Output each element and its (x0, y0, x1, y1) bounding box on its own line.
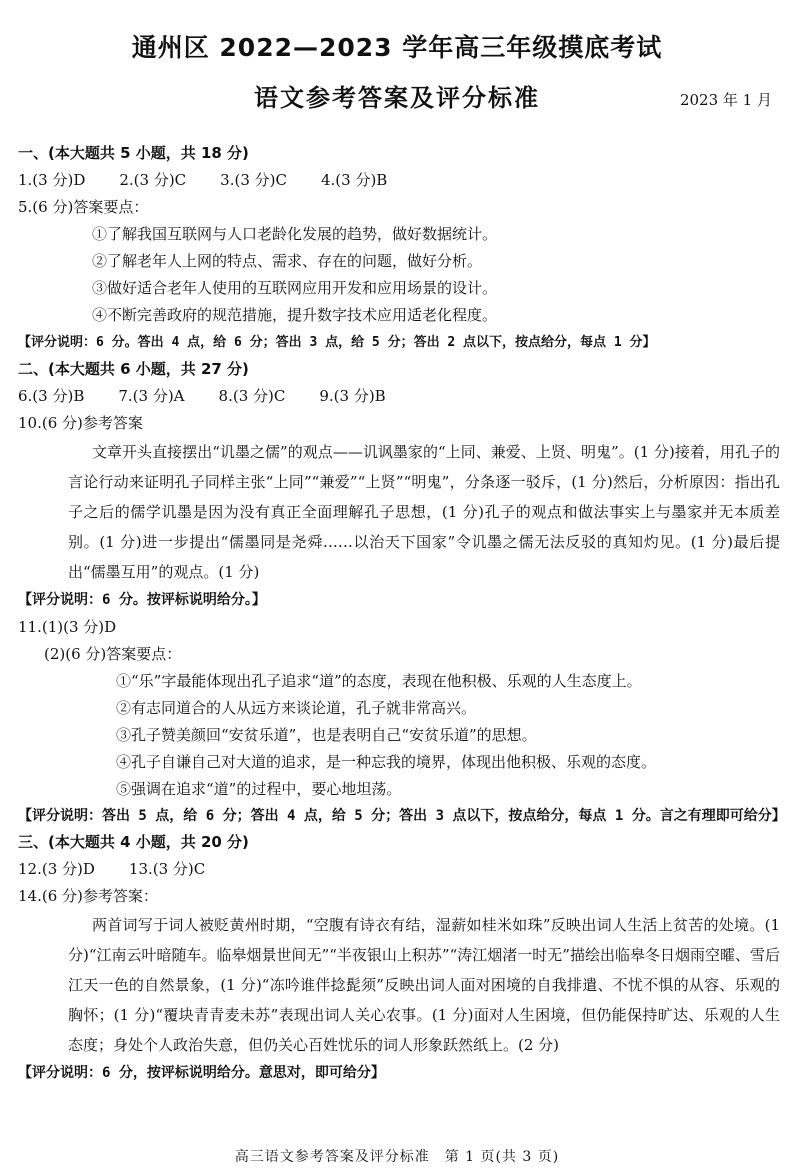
q5-point-3: ③做好适合老年人使用的互联网应用开发和应用场景的设计。 (92, 279, 498, 297)
exam-title: 通州区 2022—2023 学年高三年级摸底考试 (131, 33, 663, 62)
answer-q4: 4.(3 分)B (320, 171, 388, 189)
q11-point-4: ④孔子自谦自己对大道的追求，是一种忘我的境界，体现出他积极、乐观的态度。 (116, 753, 657, 771)
q11-scoring-note: 【评分说明：答出 5 点，给 6 分；答出 4 点，给 5 分；答出 3 点以下，按点给分，每点 1 分。言之有理即可给分】 (18, 808, 786, 824)
q11-point-1: ①“乐”字最能体现出孔子追求“道”的态度，表现在他积极、乐观的人生态度上。 (116, 672, 642, 690)
page-footer: 高三语文参考答案及评分标准 第 1 页(共 3 页) (234, 1149, 560, 1165)
answer-q2: 2.(3 分)C (119, 171, 187, 189)
q5-scoring-note: 【评分说明：6 分。答出 4 点，给 6 分；答出 3 点，给 5 分；答出 2 点以下，按点给分，每点 1 分】 (18, 335, 656, 350)
q5-point-1: ①了解我国互联网与人口老龄化发展的趋势，做好数据统计。 (92, 225, 498, 243)
q14-label: 14.(6 分)参考答案： (18, 887, 158, 905)
section3-heading: 三、(本大题共 4 小题，共 20 分) (18, 833, 249, 851)
section3-answers (18, 856, 780, 883)
answer-q8: 8.(3 分)C (218, 387, 286, 405)
answer-q12: 12.(3 分)D (18, 860, 95, 878)
q11-part2-label: (2)(6 分)答案要点： (44, 645, 182, 663)
answer-q3: 3.(3 分)C (220, 171, 287, 189)
answer-q9: 9.(3 分)B (319, 387, 386, 405)
q14-answer-paragraph: 两首词写于词人被贬黄州时期，“空腹有诗衣有结，湿薪如桂米如珠”反映出词人生活上贫苦的处境。(1 分)“江南云叶暗随车。临皋烟景世间无”“半夜银山上积苏”“涛江烟渚一时无”描绘出临皋冬日烟雨空曤、雪后江天一色的自然景象，(1 分)“冻吟谁伴捻髭须”反映出词人面对困境的自我排遣、不忧不惧的从容、乐观的胸怀；(1 分)“覆块青青麦未苏”表现出词人关心农事。(1 分)面对人生困境，但仍能保持旷达、乐观的人生态度；身处个人政治失意，但仍关心百姓忧乐的词人形象跃然纸上。(2 分) (68, 916, 780, 1054)
q5-label: 5.(6 分)答案要点： (18, 198, 149, 216)
q10-scoring-note: 【评分说明：6 分。按评标说明给分。】 (18, 592, 266, 608)
section1-heading: 一、(本大题共 5 小题，共 18 分) (18, 144, 249, 162)
answer-q13: 13.(3 分)C (128, 860, 206, 878)
document-date: 2023 年 1 月 (679, 91, 772, 109)
answer-q1: 1.(3 分)D (18, 171, 86, 189)
answer-q7: 7.(3 分)A (118, 387, 185, 405)
q11-point-3: ③孔子赞美颜回“安贫乐道”，也是表明自己“安贫乐道”的思想。 (116, 726, 537, 744)
q14-scoring-note: 【评分说明：6 分，按评标说明给分。意思对，即可给分】 (18, 1065, 385, 1081)
answer-content (18, 140, 786, 1087)
q5-point-2: ②了解老年人上网的特点、需求、存在的问题，做好分析。 (92, 252, 483, 270)
answer-q6: 6.(3 分)B (18, 387, 85, 405)
q5-point-4: ④不断完善政府的规范措施，提升数字技术应用适老化程度。 (92, 306, 498, 324)
section2-answers (18, 383, 780, 410)
document-subtitle: 语文参考答案及评分标准 (254, 84, 540, 112)
q11-part1: 11.(1)(3 分)D (18, 618, 117, 636)
section2-heading: 二、(本大题共 6 小题，共 27 分) (18, 360, 249, 378)
q10-label: 10.(6 分)参考答案 (18, 414, 143, 432)
q10-answer-paragraph: 文章开头直接摆出“讥墨之儒”的观点——讥讽墨家的“上同、兼爱、上贤、明鬼”。(1 分)接着，用孔子的言论行动来证明孔子同样主张“上同”“兼爱”“上贤”“明鬼”，分条逐一驳斥，(1 分)然后，分析原因：指出孔子之后的儒学讥墨是因为没有真正全面理解孔子思想，(1 分)孔子的观点和做法事实上与墨家并无本质差别。(1 分)进一步提出“儒墨同是尧舜……以治天下国家”令讥墨之儒无法反驳的真知灼见。(1 分)最后提出“儒墨互用”的观点。(1 分) (68, 443, 780, 581)
section1-answers (18, 167, 780, 194)
q11-point-2: ②有志同道合的人从远方来谈论道，孔子就非常高兴。 (116, 699, 477, 717)
q11-point-5: ⑤强调在追求“道”的过程中，要心地坦荡。 (116, 780, 402, 798)
